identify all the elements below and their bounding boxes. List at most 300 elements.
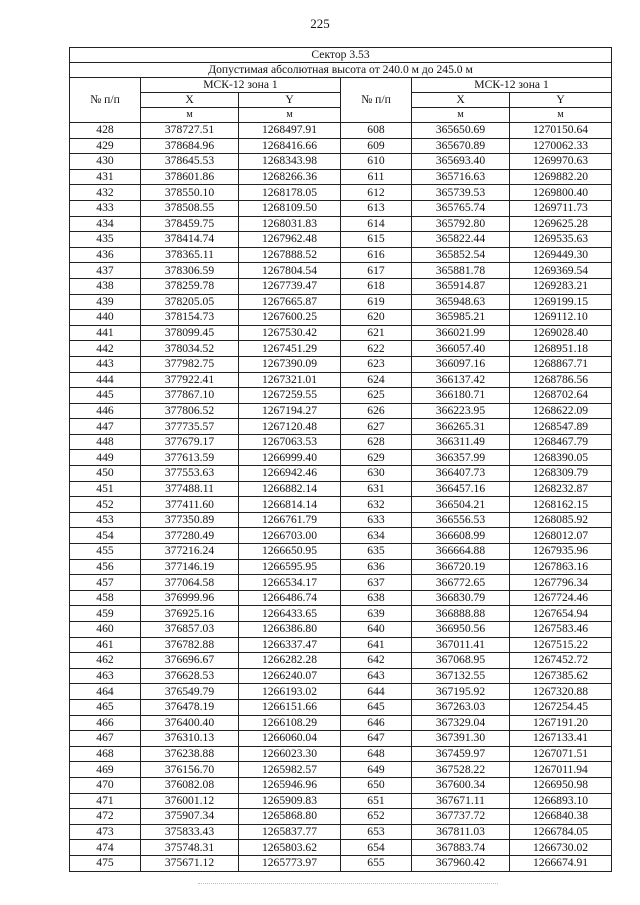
cell-right-y: 1269800.40 xyxy=(510,185,612,201)
table-row xyxy=(70,715,612,731)
cell-left-y: 1267390.09 xyxy=(239,356,341,372)
cell-left-y: 1267259.55 xyxy=(239,388,341,404)
cell-right-num: 617 xyxy=(341,263,412,279)
table-row xyxy=(70,263,612,279)
cell-left-y: 1267321.01 xyxy=(239,372,341,388)
cell-right-x: 366265.31 xyxy=(412,419,510,435)
cell-right-x: 366223.95 xyxy=(412,403,510,419)
unit-y-left: м xyxy=(239,108,341,123)
cell-right-y: 1268232.87 xyxy=(510,481,612,497)
header-y-left: Y xyxy=(239,93,341,108)
cell-right-num: 638 xyxy=(341,590,412,606)
cell-left-num: 452 xyxy=(70,497,141,513)
table-row xyxy=(70,185,612,201)
table-row xyxy=(70,247,612,263)
cell-left-y: 1268109.50 xyxy=(239,200,341,216)
cell-left-y: 1267665.87 xyxy=(239,294,341,310)
cell-right-x: 366180.71 xyxy=(412,388,510,404)
cell-left-num: 438 xyxy=(70,278,141,294)
table-row xyxy=(70,653,612,669)
table-row xyxy=(70,777,612,793)
cell-right-y: 1267654.94 xyxy=(510,606,612,622)
cell-right-x: 365765.74 xyxy=(412,200,510,216)
cell-right-x: 367528.22 xyxy=(412,762,510,778)
cell-right-num: 618 xyxy=(341,278,412,294)
cell-right-y: 1267011.94 xyxy=(510,762,612,778)
cell-left-y: 1266060.04 xyxy=(239,731,341,747)
cell-left-y: 1267194.27 xyxy=(239,403,341,419)
cell-right-x: 367195.92 xyxy=(412,684,510,700)
cell-left-x: 377216.24 xyxy=(141,544,239,560)
cell-left-num: 441 xyxy=(70,325,141,341)
cell-left-x: 378099.45 xyxy=(141,325,239,341)
header-x-left: X xyxy=(141,93,239,108)
cell-right-num: 634 xyxy=(341,528,412,544)
cell-right-num: 628 xyxy=(341,434,412,450)
cell-left-num: 465 xyxy=(70,699,141,715)
cell-right-num: 630 xyxy=(341,466,412,482)
cell-right-y: 1268786.56 xyxy=(510,372,612,388)
cell-right-y: 1268309.79 xyxy=(510,466,612,482)
cell-left-x: 378727.51 xyxy=(141,123,239,139)
cell-right-x: 367263.03 xyxy=(412,699,510,715)
cell-right-num: 622 xyxy=(341,341,412,357)
table-row xyxy=(70,559,612,575)
cell-left-x: 375907.34 xyxy=(141,809,239,825)
cell-right-num: 637 xyxy=(341,575,412,591)
cell-right-num: 619 xyxy=(341,294,412,310)
cell-left-x: 378459.75 xyxy=(141,216,239,232)
table-row xyxy=(70,388,612,404)
cell-right-y: 1269882.20 xyxy=(510,169,612,185)
cell-right-x: 366137.42 xyxy=(412,372,510,388)
cell-left-x: 376696.67 xyxy=(141,653,239,669)
cell-left-y: 1267962.48 xyxy=(239,232,341,248)
cell-left-y: 1268416.66 xyxy=(239,138,341,154)
table-row xyxy=(70,684,612,700)
table-row xyxy=(70,138,612,154)
cell-left-y: 1267888.52 xyxy=(239,247,341,263)
cell-left-x: 377922.41 xyxy=(141,372,239,388)
cell-right-y: 1269625.28 xyxy=(510,216,612,232)
cell-right-y: 1267935.96 xyxy=(510,544,612,560)
cell-right-num: 643 xyxy=(341,668,412,684)
cell-right-x: 365985.21 xyxy=(412,310,510,326)
cell-left-x: 378684.96 xyxy=(141,138,239,154)
cell-right-x: 366608.99 xyxy=(412,528,510,544)
cell-left-y: 1266703.00 xyxy=(239,528,341,544)
cell-right-x: 365822.44 xyxy=(412,232,510,248)
cell-left-y: 1268497.91 xyxy=(239,123,341,139)
cell-right-num: 650 xyxy=(341,777,412,793)
cell-left-x: 378365.11 xyxy=(141,247,239,263)
cell-right-x: 365693.40 xyxy=(412,154,510,170)
cell-left-x: 378645.53 xyxy=(141,154,239,170)
cell-right-y: 1268867.71 xyxy=(510,356,612,372)
cell-left-num: 447 xyxy=(70,419,141,435)
cell-left-num: 449 xyxy=(70,450,141,466)
table-row xyxy=(70,232,612,248)
cell-right-x: 367883.74 xyxy=(412,840,510,856)
cell-right-x: 367671.11 xyxy=(412,793,510,809)
cell-right-y: 1269970.63 xyxy=(510,154,612,170)
cell-right-num: 653 xyxy=(341,824,412,840)
cell-left-x: 377867.10 xyxy=(141,388,239,404)
cell-left-x: 376082.08 xyxy=(141,777,239,793)
cell-left-x: 375748.31 xyxy=(141,840,239,856)
table-row xyxy=(70,731,612,747)
cell-right-x: 366057.40 xyxy=(412,341,510,357)
cell-left-num: 468 xyxy=(70,746,141,762)
cell-left-x: 376549.79 xyxy=(141,684,239,700)
cell-left-y: 1267600.25 xyxy=(239,310,341,326)
cell-left-num: 429 xyxy=(70,138,141,154)
cell-right-y: 1266840.38 xyxy=(510,809,612,825)
table-row xyxy=(70,356,612,372)
cell-left-num: 433 xyxy=(70,200,141,216)
table-row xyxy=(70,466,612,482)
cell-right-y: 1266730.02 xyxy=(510,840,612,856)
table-row xyxy=(70,606,612,622)
cell-right-num: 633 xyxy=(341,512,412,528)
cell-right-y: 1268622.09 xyxy=(510,403,612,419)
cell-left-num: 471 xyxy=(70,793,141,809)
cell-right-x: 366357.99 xyxy=(412,450,510,466)
cell-right-num: 641 xyxy=(341,637,412,653)
cell-right-y: 1266950.98 xyxy=(510,777,612,793)
table-row xyxy=(70,123,612,139)
cell-right-x: 365914.87 xyxy=(412,278,510,294)
cell-right-num: 647 xyxy=(341,731,412,747)
header-num-left: № п/п xyxy=(70,78,141,123)
cell-left-x: 376925.16 xyxy=(141,606,239,622)
cell-left-x: 378414.74 xyxy=(141,232,239,248)
cell-left-x: 376156.70 xyxy=(141,762,239,778)
cell-left-x: 377553.63 xyxy=(141,466,239,482)
cell-left-x: 377806.52 xyxy=(141,403,239,419)
table-row xyxy=(70,746,612,762)
cell-right-x: 365670.89 xyxy=(412,138,510,154)
cell-right-x: 366407.73 xyxy=(412,466,510,482)
table-row xyxy=(70,497,612,513)
cell-right-y: 1267071.51 xyxy=(510,746,612,762)
cell-left-num: 445 xyxy=(70,388,141,404)
cell-right-x: 367068.95 xyxy=(412,653,510,669)
cell-left-x: 376238.88 xyxy=(141,746,239,762)
cell-left-x: 378154.73 xyxy=(141,310,239,326)
cell-right-x: 365716.63 xyxy=(412,169,510,185)
cell-left-y: 1266240.07 xyxy=(239,668,341,684)
cell-right-num: 640 xyxy=(341,622,412,638)
cell-left-x: 376400.40 xyxy=(141,715,239,731)
cell-left-y: 1265946.96 xyxy=(239,777,341,793)
cell-right-num: 648 xyxy=(341,746,412,762)
cell-left-y: 1267120.48 xyxy=(239,419,341,435)
height-range: Допустимая абсолютная высота от 240.0 м до 245.0 м xyxy=(70,63,612,78)
cell-left-y: 1267530.42 xyxy=(239,325,341,341)
cell-right-x: 366504.21 xyxy=(412,497,510,513)
cell-right-num: 651 xyxy=(341,793,412,809)
cell-right-y: 1269283.21 xyxy=(510,278,612,294)
cell-right-x: 366556.53 xyxy=(412,512,510,528)
cell-left-num: 459 xyxy=(70,606,141,622)
cell-right-num: 620 xyxy=(341,310,412,326)
cell-right-x: 366950.56 xyxy=(412,622,510,638)
cell-left-num: 470 xyxy=(70,777,141,793)
cell-right-y: 1267385.62 xyxy=(510,668,612,684)
cell-right-y: 1267191.20 xyxy=(510,715,612,731)
cell-left-num: 439 xyxy=(70,294,141,310)
cell-left-num: 460 xyxy=(70,622,141,638)
cell-right-num: 629 xyxy=(341,450,412,466)
cell-left-num: 475 xyxy=(70,855,141,871)
cell-left-num: 430 xyxy=(70,154,141,170)
header-y-right: Y xyxy=(510,93,612,108)
cell-right-num: 624 xyxy=(341,372,412,388)
cell-left-y: 1266023.30 xyxy=(239,746,341,762)
cell-left-y: 1266433.65 xyxy=(239,606,341,622)
table-row xyxy=(70,450,612,466)
cell-left-num: 453 xyxy=(70,512,141,528)
cell-right-x: 367132.55 xyxy=(412,668,510,684)
cell-right-y: 1266893.10 xyxy=(510,793,612,809)
cell-right-num: 632 xyxy=(341,497,412,513)
cell-left-x: 377280.49 xyxy=(141,528,239,544)
cell-right-y: 1267796.34 xyxy=(510,575,612,591)
cell-left-num: 442 xyxy=(70,341,141,357)
cell-right-x: 367329.04 xyxy=(412,715,510,731)
cell-left-num: 462 xyxy=(70,653,141,669)
cell-right-num: 614 xyxy=(341,216,412,232)
cell-right-x: 365650.69 xyxy=(412,123,510,139)
cell-left-y: 1266108.29 xyxy=(239,715,341,731)
cell-right-y: 1268390.05 xyxy=(510,450,612,466)
cell-left-num: 472 xyxy=(70,809,141,825)
cell-left-y: 1266151.66 xyxy=(239,699,341,715)
table-row xyxy=(70,699,612,715)
cell-right-y: 1267863.16 xyxy=(510,559,612,575)
cell-right-y: 1268085.92 xyxy=(510,512,612,528)
cell-right-num: 608 xyxy=(341,123,412,139)
cell-right-x: 366097.16 xyxy=(412,356,510,372)
table-row xyxy=(70,528,612,544)
cell-right-y: 1267254.45 xyxy=(510,699,612,715)
cell-right-x: 366830.79 xyxy=(412,590,510,606)
table-row xyxy=(70,622,612,638)
cell-right-y: 1268467.79 xyxy=(510,434,612,450)
cell-left-y: 1266814.14 xyxy=(239,497,341,513)
unit-x-right: м xyxy=(412,108,510,123)
cell-right-num: 644 xyxy=(341,684,412,700)
table-row xyxy=(70,590,612,606)
cell-left-x: 377146.19 xyxy=(141,559,239,575)
cell-left-x: 378508.55 xyxy=(141,200,239,216)
cell-right-num: 613 xyxy=(341,200,412,216)
cell-left-y: 1268178.05 xyxy=(239,185,341,201)
cell-right-x: 365852.54 xyxy=(412,247,510,263)
cell-left-num: 469 xyxy=(70,762,141,778)
cell-left-y: 1267451.29 xyxy=(239,341,341,357)
table-row xyxy=(70,512,612,528)
cell-left-num: 440 xyxy=(70,310,141,326)
cell-left-y: 1265909.83 xyxy=(239,793,341,809)
cell-right-y: 1269199.15 xyxy=(510,294,612,310)
cell-right-y: 1267515.22 xyxy=(510,637,612,653)
cell-right-y: 1269369.54 xyxy=(510,263,612,279)
cell-right-x: 367811.03 xyxy=(412,824,510,840)
cell-right-num: 616 xyxy=(341,247,412,263)
cell-right-num: 646 xyxy=(341,715,412,731)
table-row xyxy=(70,310,612,326)
cell-right-y: 1267724.46 xyxy=(510,590,612,606)
cell-left-x: 378550.10 xyxy=(141,185,239,201)
table-row xyxy=(70,809,612,825)
cell-left-x: 375671.12 xyxy=(141,855,239,871)
cell-left-num: 446 xyxy=(70,403,141,419)
cell-left-y: 1268343.98 xyxy=(239,154,341,170)
cell-left-y: 1265803.62 xyxy=(239,840,341,856)
cell-left-y: 1266337.47 xyxy=(239,637,341,653)
cell-right-x: 365881.78 xyxy=(412,263,510,279)
cell-right-num: 609 xyxy=(341,138,412,154)
page-number: 225 xyxy=(310,16,330,31)
table-row xyxy=(70,216,612,232)
zone-header-left: МСК-12 зона 1 xyxy=(141,78,341,93)
cell-right-x: 366664.88 xyxy=(412,544,510,560)
cell-left-y: 1267063.53 xyxy=(239,434,341,450)
cell-left-y: 1265773.97 xyxy=(239,855,341,871)
cell-right-y: 1267452.72 xyxy=(510,653,612,669)
cell-left-y: 1265982.57 xyxy=(239,762,341,778)
cell-right-num: 623 xyxy=(341,356,412,372)
cell-left-num: 448 xyxy=(70,434,141,450)
cell-left-x: 377350.89 xyxy=(141,512,239,528)
cell-right-x: 365739.53 xyxy=(412,185,510,201)
cell-left-x: 376628.53 xyxy=(141,668,239,684)
table-row xyxy=(70,419,612,435)
cell-right-y: 1268951.18 xyxy=(510,341,612,357)
cell-left-num: 461 xyxy=(70,637,141,653)
header-x-right: X xyxy=(412,93,510,108)
header-num-right: № п/п xyxy=(341,78,412,123)
cell-left-num: 428 xyxy=(70,123,141,139)
cell-left-x: 378034.52 xyxy=(141,341,239,357)
cell-left-x: 377411.60 xyxy=(141,497,239,513)
cell-right-x: 367960.42 xyxy=(412,855,510,871)
cell-left-x: 377982.75 xyxy=(141,356,239,372)
table-row xyxy=(70,403,612,419)
cell-left-num: 466 xyxy=(70,715,141,731)
cell-left-num: 456 xyxy=(70,559,141,575)
cell-left-num: 454 xyxy=(70,528,141,544)
cell-left-y: 1268031.83 xyxy=(239,216,341,232)
cell-right-num: 627 xyxy=(341,419,412,435)
cell-right-num: 652 xyxy=(341,809,412,825)
table-row xyxy=(70,372,612,388)
cell-right-y: 1269711.73 xyxy=(510,200,612,216)
cell-right-x: 366021.99 xyxy=(412,325,510,341)
cell-right-num: 655 xyxy=(341,855,412,871)
cell-left-num: 435 xyxy=(70,232,141,248)
cell-right-num: 642 xyxy=(341,653,412,669)
cell-right-y: 1266784.05 xyxy=(510,824,612,840)
cell-right-y: 1269028.40 xyxy=(510,325,612,341)
cell-left-x: 377488.11 xyxy=(141,481,239,497)
table-row xyxy=(70,762,612,778)
cell-left-x: 376001.12 xyxy=(141,793,239,809)
table-row xyxy=(70,294,612,310)
cell-left-x: 377613.59 xyxy=(141,450,239,466)
cell-left-num: 434 xyxy=(70,216,141,232)
cell-right-y: 1268162.15 xyxy=(510,497,612,513)
cell-right-x: 366772.65 xyxy=(412,575,510,591)
cell-right-y: 1267583.46 xyxy=(510,622,612,638)
cell-left-num: 474 xyxy=(70,840,141,856)
cell-left-num: 437 xyxy=(70,263,141,279)
table-row xyxy=(70,325,612,341)
cell-left-num: 443 xyxy=(70,356,141,372)
cell-left-x: 375833.43 xyxy=(141,824,239,840)
cell-left-y: 1265837.77 xyxy=(239,824,341,840)
table-row xyxy=(70,544,612,560)
cell-left-num: 450 xyxy=(70,466,141,482)
cell-left-y: 1266650.95 xyxy=(239,544,341,560)
cell-left-y: 1267739.47 xyxy=(239,278,341,294)
cell-right-num: 625 xyxy=(341,388,412,404)
table-row xyxy=(70,154,612,170)
table-row xyxy=(70,481,612,497)
table-row xyxy=(70,637,612,653)
cell-left-x: 376999.96 xyxy=(141,590,239,606)
cell-right-x: 367391.30 xyxy=(412,731,510,747)
cell-right-num: 645 xyxy=(341,699,412,715)
cell-right-num: 631 xyxy=(341,481,412,497)
table-row xyxy=(70,824,612,840)
cell-left-num: 457 xyxy=(70,575,141,591)
cell-left-y: 1265868.80 xyxy=(239,809,341,825)
cell-left-num: 436 xyxy=(70,247,141,263)
zone-header-right: МСК-12 зона 1 xyxy=(412,78,612,93)
sector-title: Сектор 3.53 xyxy=(70,48,612,63)
cell-right-x: 367459.97 xyxy=(412,746,510,762)
cell-left-num: 451 xyxy=(70,481,141,497)
cell-left-x: 376857.03 xyxy=(141,622,239,638)
table-row xyxy=(70,278,612,294)
cell-left-x: 376310.13 xyxy=(141,731,239,747)
cell-right-y: 1268702.64 xyxy=(510,388,612,404)
cell-left-num: 473 xyxy=(70,824,141,840)
cell-left-x: 376478.19 xyxy=(141,699,239,715)
table-row xyxy=(70,855,612,871)
table-body xyxy=(70,123,612,872)
cell-left-num: 444 xyxy=(70,372,141,388)
cell-right-num: 615 xyxy=(341,232,412,248)
cell-right-num: 626 xyxy=(341,403,412,419)
cell-left-num: 467 xyxy=(70,731,141,747)
coordinates-table xyxy=(69,47,612,872)
cell-right-num: 635 xyxy=(341,544,412,560)
table-row xyxy=(70,200,612,216)
cell-left-x: 378205.05 xyxy=(141,294,239,310)
cell-right-y: 1267320.88 xyxy=(510,684,612,700)
cell-left-y: 1266999.40 xyxy=(239,450,341,466)
cell-left-y: 1266386.80 xyxy=(239,622,341,638)
cell-right-x: 367737.72 xyxy=(412,809,510,825)
unit-y-right: м xyxy=(510,108,612,123)
cell-left-num: 455 xyxy=(70,544,141,560)
cell-left-x: 378259.78 xyxy=(141,278,239,294)
cell-right-y: 1269535.63 xyxy=(510,232,612,248)
